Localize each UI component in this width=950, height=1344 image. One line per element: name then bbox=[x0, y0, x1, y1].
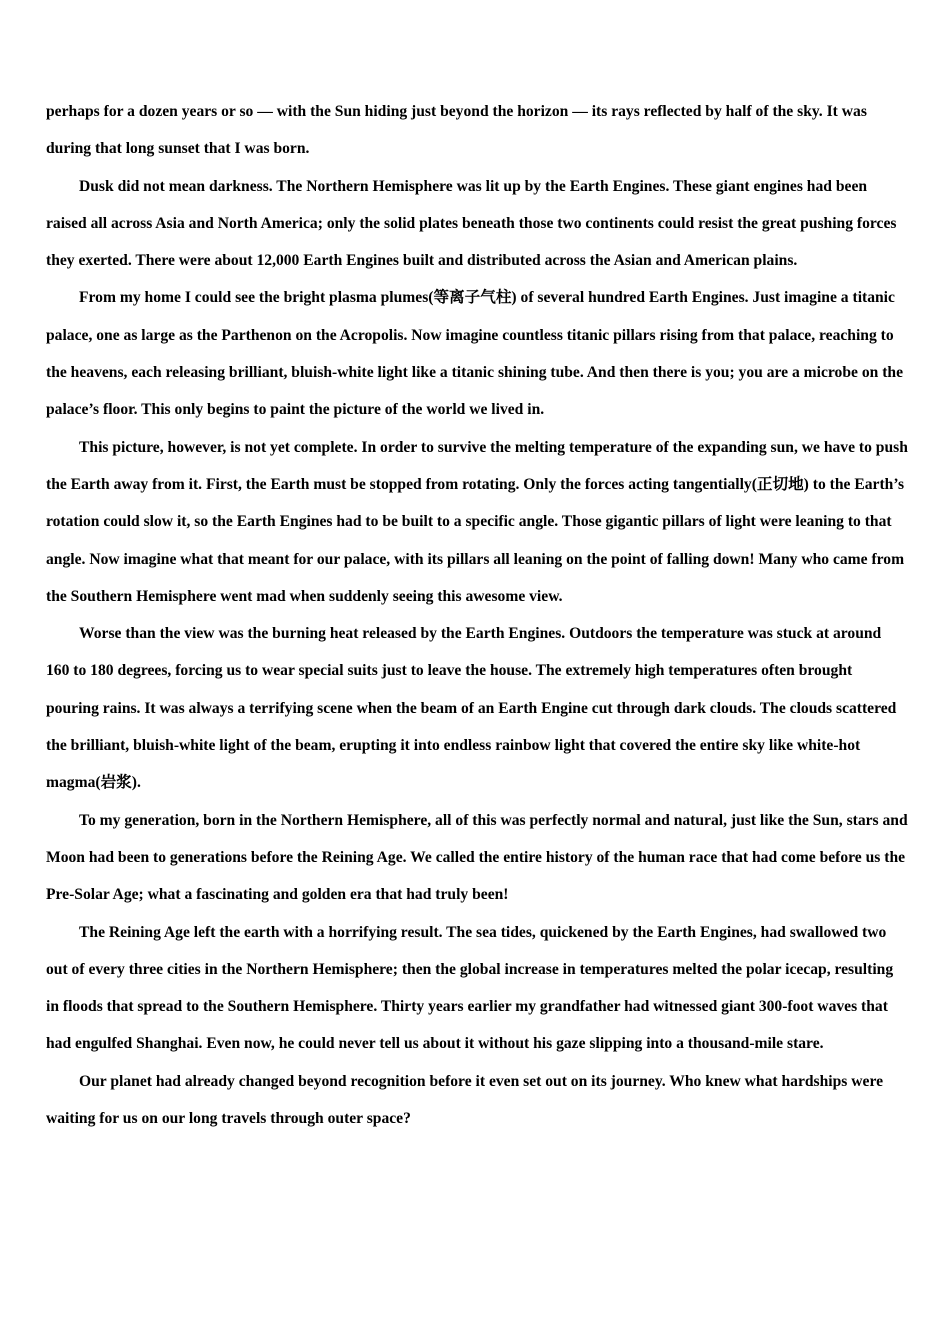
paragraph-2: Dusk did not mean darkness. The Northern Hemisphere was lit up by the Earth Engines. These giant engines had been raised all across Asia and North America; only the solid plates beneath those two continents could resist the great pushing forces they exerted. There were about 12,000 Earth Engines built and distributed across the Asian and American plains. bbox=[46, 177, 897, 270]
paragraph-6: To my generation, born in the Northern Hemisphere, all of this was perfectly normal and natural, just like the Sun, stars and Moon had been to generations before the Reining Age. We called the entire history of the human race that had come before us the Pre-Solar Age; what a fascinating and golden era that had truly been! bbox=[46, 811, 908, 904]
paragraph-3: From my home I could see the bright plasma plumes(等离子气柱) of several hundred Earth Engines. Just imagine a titanic palace, one as large as the Parthenon on the Acropolis. Now imagine countless titanic pillars rising from that palace, reaching to the heavens, each releasing brilliant, bluish-white light like a titanic shining tube. And then there is you; you are a microbe on the palace’s floor. This only begins to paint the picture of the world we lived in. bbox=[46, 289, 903, 419]
paragraph-8: Our planet had already changed beyond recognition before it even set out on its journey. Who knew what hardships were waiting for us on our long travels through outer space? bbox=[46, 1072, 884, 1128]
paragraph-1: perhaps for a dozen years or so — with the Sun hiding just beyond the horizon — its rays reflected by half of the sky. It was during that long sunset that I was born. bbox=[46, 103, 867, 158]
document-page bbox=[46, 93, 908, 1137]
paragraph-5: Worse than the view was the burning heat released by the Earth Engines. Outdoors the temperature was stuck at around 160 to 180 degrees, forcing us to wear special suits just to leave the house. The extremely high temperatures often brought pouring rains. It was always a terrifying scene when the beam of an Earth Engine cut through dark clouds. The clouds scattered the brilliant, bluish-white light of the beam, erupting it into endless rainbow light that covered the entire sky like white-hot magma(岩浆). bbox=[46, 625, 897, 792]
paragraph-7: The Reining Age left the earth with a horrifying result. The sea tides, quickened by the Earth Engines, had swallowed two out of every three cities in the Northern Hemisphere; then the global increase in temperatures melted the polar icecap, resulting in floods that spread to the Southern Hemisphere. Thirty years earlier my grandfather had witnessed giant 300-foot waves that had engulfed Shanghai. Even now, he could never tell us about it without his gaze slipping into a thousand-mile stare. bbox=[46, 923, 894, 1053]
paragraph-4: This picture, however, is not yet complete. In order to survive the melting temperature of the expanding sun, we have to push the Earth away from it. First, the Earth must be stopped from rotating. Only the forces acting tangentially(正切地) to the Earth’s rotation could slow it, so the Earth Engines had to be built to a specific angle. Those gigantic pillars of light were leaning to that angle. Now imagine what that meant for our palace, with its pillars all leaning on the point of falling down! Many who came from the Southern Hemisphere went mad when suddenly seeing this awesome view. bbox=[46, 438, 908, 605]
